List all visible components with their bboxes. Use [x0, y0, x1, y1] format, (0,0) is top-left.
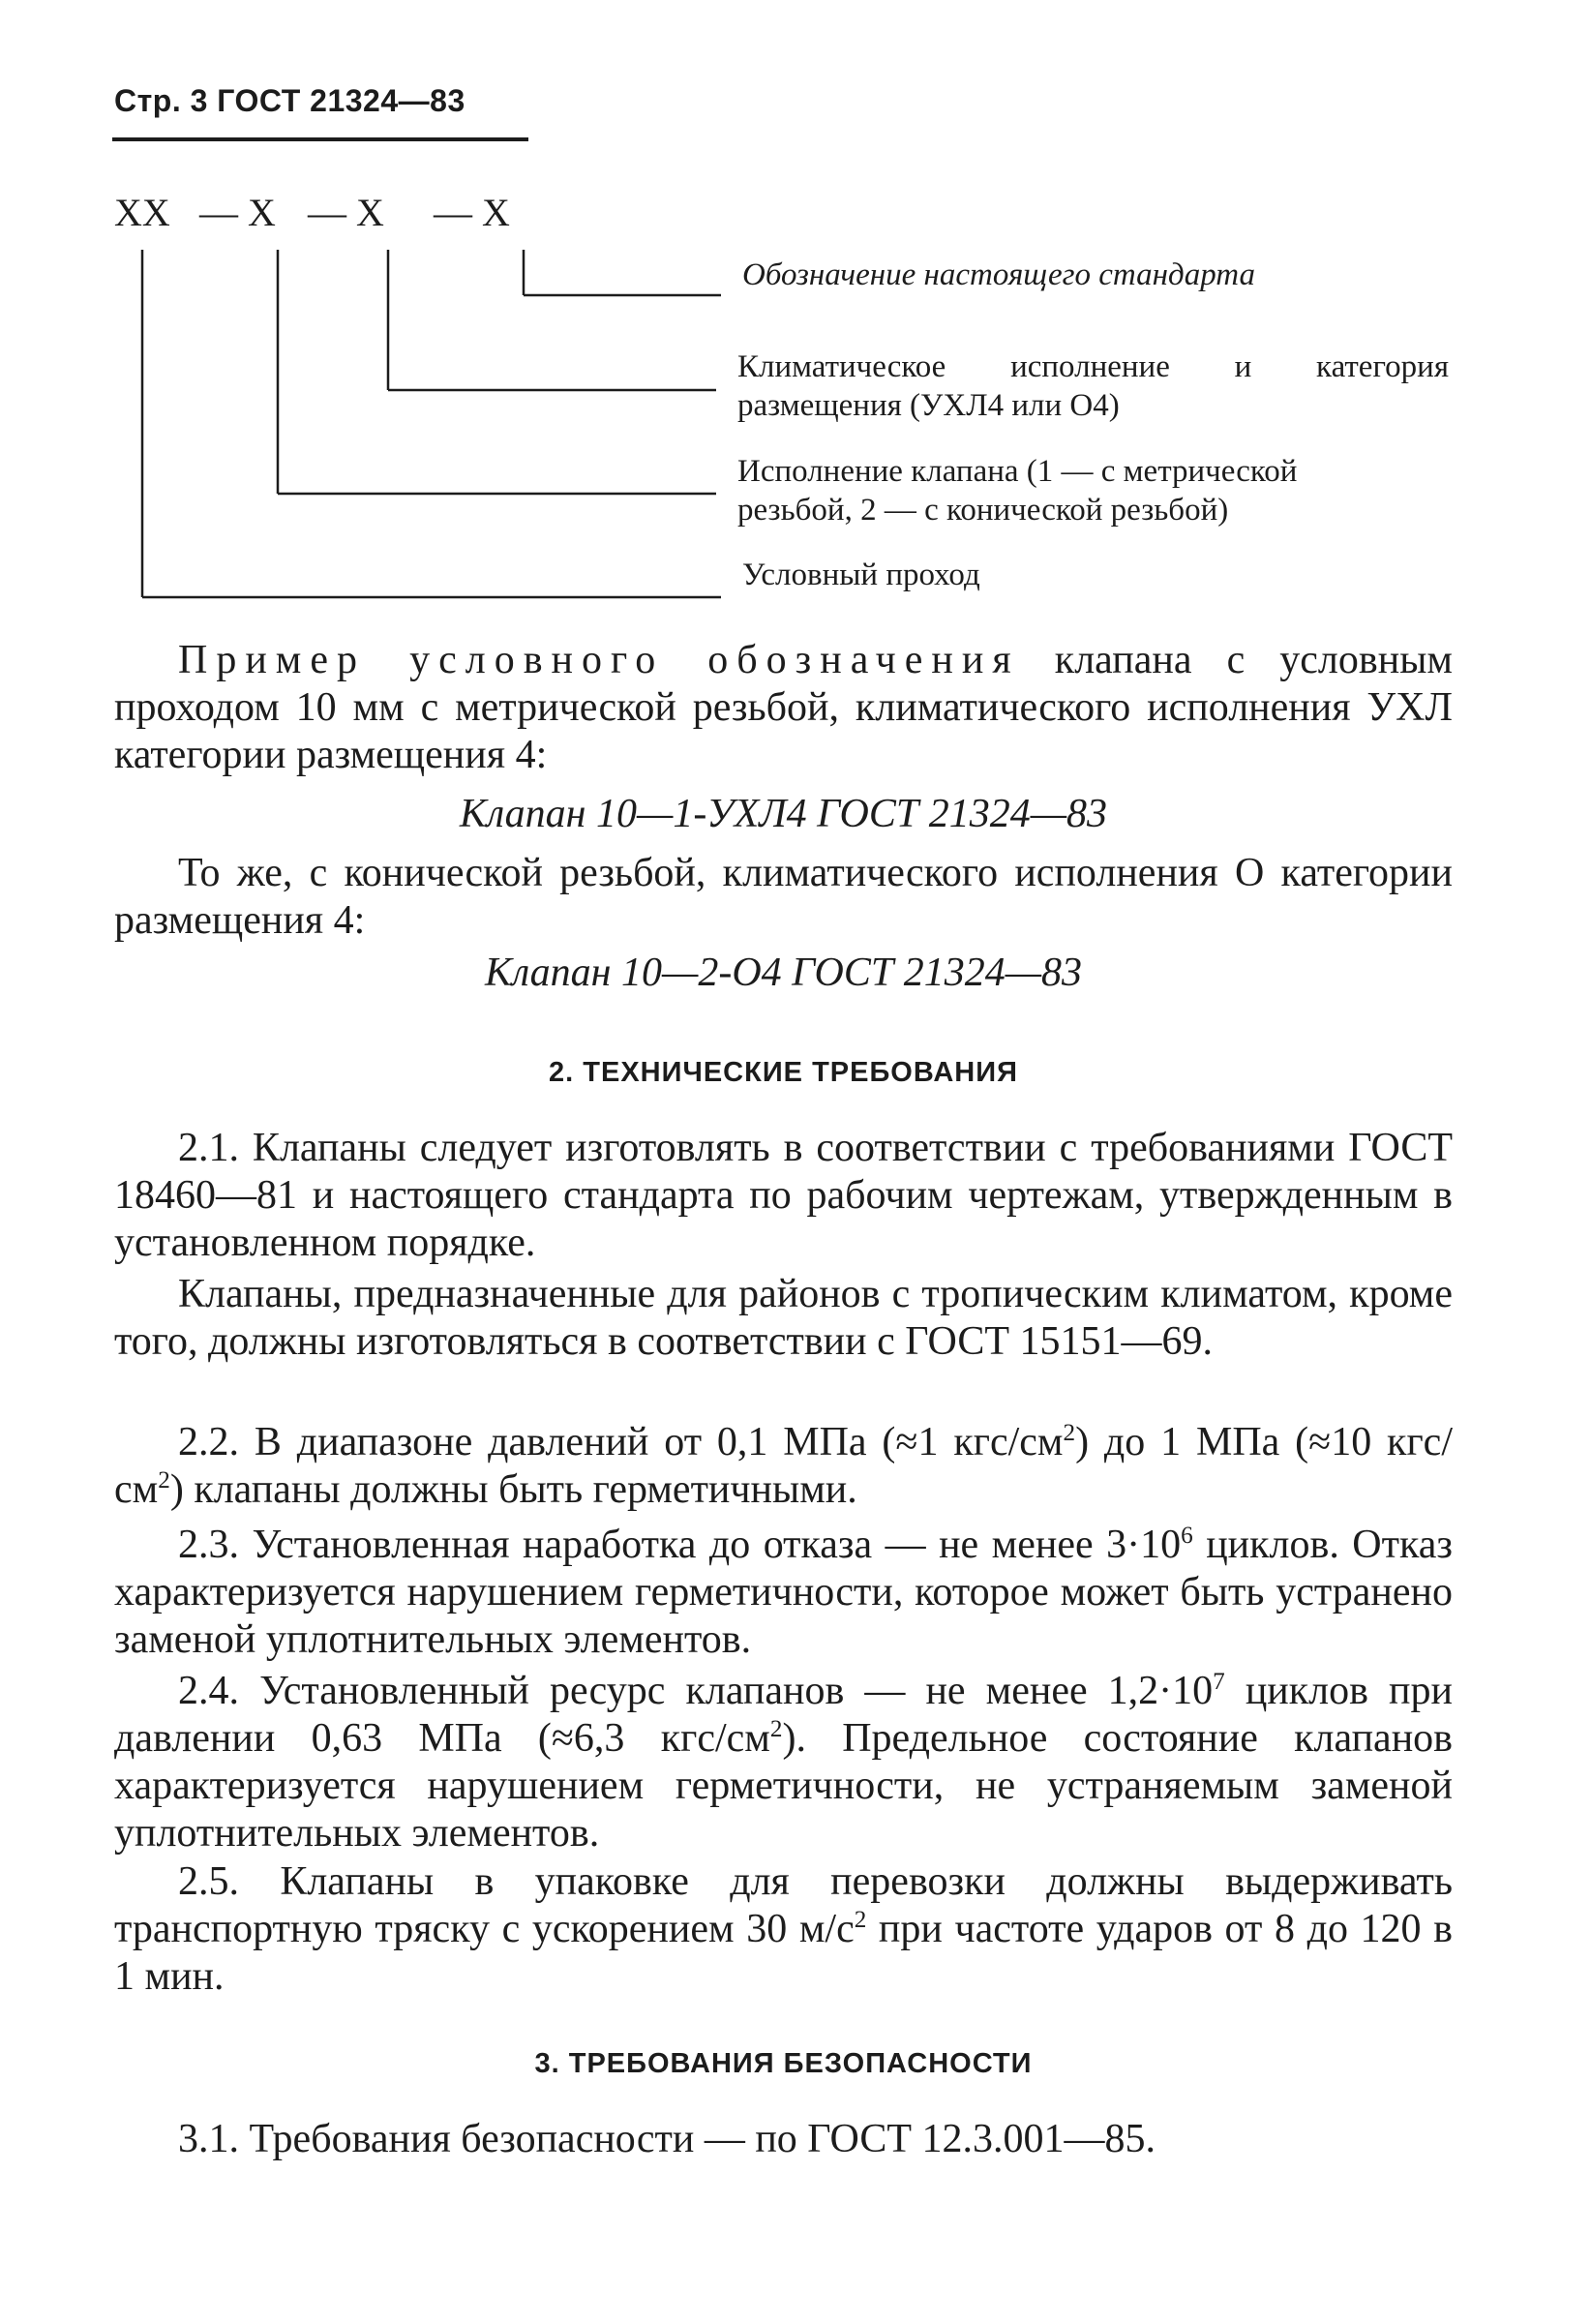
label-climatic-word-3: и	[1234, 349, 1252, 384]
p2-3-text-1: 2.3. Установленная наработка до отказа — не менее 3·10	[178, 1523, 1182, 1567]
label-version-line-1: Исполнение клапана (1 — с метрической	[737, 454, 1298, 489]
label-version-line-2: резьбой, 2 — с конической резьбой)	[737, 493, 1229, 528]
p2-3-text-2: циклов. Отказ характеризуется нарушением герметичности, которое может быть устранено заменой уплотнительных элементов.	[114, 1523, 1453, 1662]
p2-2-text-2: ) до 1 МПа (≈10 кгс/см	[114, 1420, 1453, 1512]
p2-2-text-3: ) клапаны должны быть герметичными.	[169, 1467, 857, 1512]
code-part-nominal: ХХ	[114, 191, 170, 234]
p2-5-sup-1: 2	[854, 1907, 867, 1933]
label-nominal: Условный проход	[742, 558, 980, 592]
p2-4-text-2: циклов при давлении 0,63 МПа (≈6,3 кгс/см	[114, 1669, 1453, 1761]
label-standard: Обозначение настоящего стандарта	[742, 257, 1256, 292]
section-2-title: 2. ТЕХНИЧЕСКИЕ ТРЕБОВАНИЯ	[549, 1057, 1018, 1088]
p2-5-text-1: 2.5. Клапаны в упаковке для перевозки должны выдерживать транспортную тряску с ускорением 30 м/с	[114, 1859, 1453, 1951]
section-3-title: 3. ТРЕБОВАНИЯ БЕЗОПАСНОСТИ	[534, 2048, 1033, 2079]
p2-4-sup-2: 2	[769, 1716, 783, 1742]
p2-4-text-1: 2.4. Установленный ресурс клапанов — не менее 1,2·10	[178, 1669, 1214, 1713]
designation-example-2: Клапан 10—2-О4 ГОСТ 21324—83	[484, 951, 1083, 995]
p2-5-text-2: при частоте ударов от 8 до 120 в 1 мин.	[114, 1907, 1453, 1999]
paragraph-2-3	[114, 1522, 1453, 1664]
paragraph-2-4	[114, 1668, 1453, 1857]
example-intro-spaced: Пример условного обозначения	[178, 638, 1020, 682]
paragraph-2-2	[114, 1419, 1453, 1514]
example-intro-rest: клапана с условным проходом 10 мм с метрической резьбой, климатического исполнения УХЛ категории размещения 4:	[114, 638, 1453, 777]
example-paragraph	[114, 637, 1453, 779]
paragraph-2-1: 2.1. Клапаны следует изготовлять в соответствии с требованиями ГОСТ 18460—81 и настоящего стандарта по рабочим чертежам, утвержденным в установленном порядке.	[114, 1126, 1453, 1265]
p2-4-text-3: ). Предельное состояние клапанов характеризуется нарушением герметичности, не устраняемым заменой уплотнительных элементов.	[114, 1716, 1453, 1856]
label-climatic-word-2: исполнение	[1010, 349, 1170, 384]
p2-2-sup-2: 2	[158, 1467, 170, 1494]
code-part-standard: — Х	[434, 191, 510, 234]
code-part-version: — Х	[199, 191, 276, 234]
p2-4-sup-1: 7	[1213, 1669, 1225, 1695]
paragraph-3-1: 3.1. Требования безопасности — по ГОСТ 12.3.001—85.	[178, 2117, 1156, 2161]
designation-example-1: Клапан 10—1-УХЛ4 ГОСТ 21324—83	[459, 792, 1108, 836]
paragraph-2-5	[114, 1858, 1453, 2001]
paragraph-2-1b: Клапаны, предназначенные для районов с тропическим климатом, кроме того, должны изготовляться в соответствии с ГОСТ 15151—69.	[114, 1272, 1453, 1364]
same-paragraph: То же, с конической резьбой, климатического исполнения О категории размещения 4:	[114, 851, 1453, 943]
p2-3-sup-1: 6	[1181, 1523, 1193, 1549]
p2-2-sup-1: 2	[1063, 1420, 1076, 1446]
running-header: Стр. 3 ГОСТ 21324—83	[114, 83, 465, 118]
label-climatic	[737, 347, 1449, 425]
label-climatic-line-2: размещения (УХЛ4 или О4)	[737, 388, 1120, 423]
label-climatic-word-1: Климатическое	[737, 349, 946, 384]
scheme-leader-lines	[0, 0, 1591, 639]
label-climatic-word-4: категория	[1316, 349, 1449, 384]
code-part-climatic: — Х	[308, 191, 384, 234]
p2-2-text-1: 2.2. В диапазоне давлений от 0,1 МПа (≈1 кгс/см	[178, 1420, 1064, 1464]
label-version	[737, 452, 1297, 529]
